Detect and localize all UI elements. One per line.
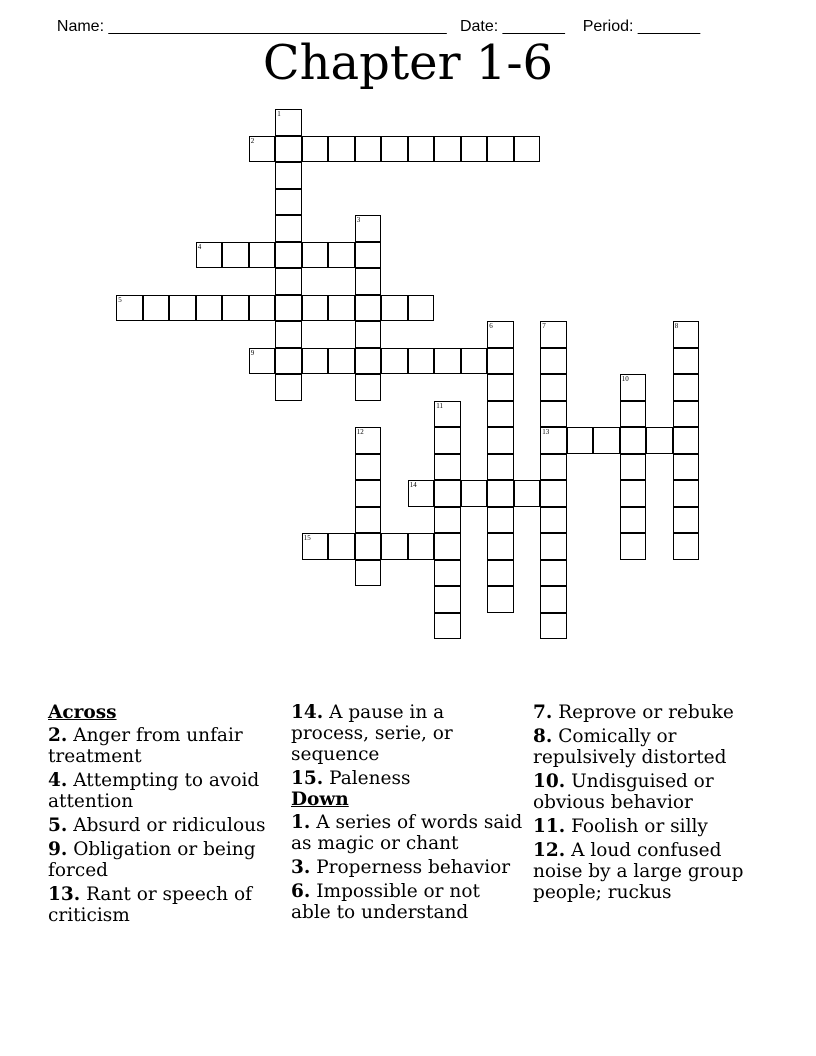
clue-down-11 bbox=[533, 816, 765, 837]
clue-text: Anger from unfair treatment bbox=[48, 725, 243, 767]
crossword-cell[interactable] bbox=[620, 454, 647, 481]
crossword-cell[interactable] bbox=[275, 268, 302, 295]
crossword-cell[interactable] bbox=[540, 507, 567, 534]
crossword-cell[interactable] bbox=[355, 480, 382, 507]
crossword-cell[interactable] bbox=[487, 533, 514, 560]
crossword-cell[interactable] bbox=[408, 533, 435, 560]
clue-text: Paleness bbox=[329, 768, 411, 789]
crossword-cell[interactable] bbox=[620, 533, 647, 560]
crossword-cell[interactable] bbox=[275, 321, 302, 348]
clue-down-6 bbox=[291, 881, 523, 923]
crossword-cell[interactable] bbox=[461, 136, 488, 163]
crossword-cell[interactable] bbox=[461, 348, 488, 375]
crossword-cell[interactable] bbox=[461, 480, 488, 507]
crossword-cell[interactable] bbox=[540, 560, 567, 587]
crossword-cell[interactable] bbox=[434, 401, 461, 428]
period-label: Period: bbox=[582, 18, 634, 35]
crossword-cell[interactable] bbox=[540, 321, 567, 348]
crossword-cell[interactable] bbox=[434, 454, 461, 481]
crossword-cell[interactable] bbox=[540, 613, 567, 640]
crossword-cell[interactable] bbox=[222, 295, 249, 322]
crossword-cell[interactable] bbox=[487, 586, 514, 613]
crossword-cell[interactable] bbox=[620, 480, 647, 507]
crossword-cell[interactable] bbox=[249, 242, 276, 269]
clue-number: 14. bbox=[291, 702, 324, 723]
clue-number: 12. bbox=[533, 840, 566, 861]
clue-down-12 bbox=[533, 840, 765, 903]
crossword-cell[interactable] bbox=[143, 295, 170, 322]
crossword-cell[interactable] bbox=[620, 427, 647, 454]
crossword-cell[interactable] bbox=[434, 586, 461, 613]
crossword-cell[interactable] bbox=[540, 427, 567, 454]
crossword-cell[interactable] bbox=[302, 295, 329, 322]
crossword-cell[interactable] bbox=[355, 242, 382, 269]
clues-column-1 bbox=[48, 702, 280, 929]
clue-across-5 bbox=[48, 815, 280, 836]
crossword-cell[interactable] bbox=[593, 427, 620, 454]
crossword-cell[interactable] bbox=[673, 454, 700, 481]
crossword-cell[interactable] bbox=[620, 374, 647, 401]
crossword-cell[interactable] bbox=[275, 189, 302, 216]
crossword-cell[interactable] bbox=[434, 136, 461, 163]
crossword-cell[interactable] bbox=[275, 295, 302, 322]
clue-down-8 bbox=[533, 726, 765, 768]
crossword-cell[interactable] bbox=[355, 427, 382, 454]
crossword-cell[interactable] bbox=[275, 136, 302, 163]
crossword-cell[interactable] bbox=[487, 374, 514, 401]
clue-number: 3. bbox=[291, 857, 311, 878]
crossword-cell[interactable] bbox=[355, 136, 382, 163]
clue-text: Reprove or rebuke bbox=[558, 702, 734, 723]
clue-number-label: 15 bbox=[303, 534, 311, 543]
crossword-cell[interactable] bbox=[408, 295, 435, 322]
crossword-cell[interactable] bbox=[196, 295, 223, 322]
clue-number: 11. bbox=[533, 816, 566, 837]
crossword-cell[interactable] bbox=[646, 427, 673, 454]
crossword-cell[interactable] bbox=[540, 533, 567, 560]
crossword-cell[interactable] bbox=[355, 348, 382, 375]
clue-text: Comically or repulsively distorted bbox=[533, 726, 727, 768]
crossword-cell[interactable] bbox=[381, 295, 408, 322]
name-label: Name: bbox=[56, 18, 105, 35]
crossword-cell[interactable] bbox=[673, 507, 700, 534]
crossword-cell[interactable] bbox=[355, 268, 382, 295]
crossword-cell[interactable] bbox=[673, 427, 700, 454]
crossword-cell[interactable] bbox=[434, 480, 461, 507]
crossword-cell[interactable] bbox=[328, 348, 355, 375]
clue-text: Properness behavior bbox=[316, 857, 511, 878]
crossword-cell[interactable] bbox=[540, 480, 567, 507]
crossword-cell[interactable] bbox=[434, 533, 461, 560]
crossword-cell[interactable] bbox=[514, 136, 541, 163]
clue-number: 4. bbox=[48, 770, 68, 791]
clue-number: 5. bbox=[48, 815, 68, 836]
clue-down-1 bbox=[291, 812, 523, 854]
date-label: Date: bbox=[459, 18, 499, 35]
clue-number-label: 8 bbox=[674, 322, 679, 331]
crossword-cell[interactable] bbox=[408, 136, 435, 163]
clue-text: Rant or speech of criticism bbox=[48, 884, 252, 926]
crossword-cell[interactable] bbox=[434, 427, 461, 454]
crossword-cell[interactable] bbox=[673, 348, 700, 375]
clue-down-10 bbox=[533, 771, 765, 813]
crossword-cell[interactable] bbox=[169, 295, 196, 322]
crossword-cell[interactable] bbox=[355, 321, 382, 348]
crossword-cell[interactable] bbox=[328, 242, 355, 269]
clue-text: A pause in a process, serie, or sequence bbox=[291, 702, 453, 765]
clue-across-13 bbox=[48, 884, 280, 926]
clue-across-15 bbox=[291, 768, 523, 789]
crossword-cell[interactable] bbox=[328, 295, 355, 322]
crossword-cell[interactable] bbox=[302, 348, 329, 375]
clue-text: Absurd or ridiculous bbox=[73, 815, 266, 836]
crossword-cell[interactable] bbox=[328, 136, 355, 163]
crossword-cell[interactable] bbox=[222, 242, 249, 269]
clue-number: 9. bbox=[48, 839, 68, 860]
crossword-cell[interactable] bbox=[620, 507, 647, 534]
clue-across-14 bbox=[291, 702, 523, 765]
crossword-cell[interactable] bbox=[275, 162, 302, 189]
clue-number: 8. bbox=[533, 726, 553, 747]
clue-number-label: 9 bbox=[250, 348, 255, 357]
crossword-cell[interactable] bbox=[487, 507, 514, 534]
crossword-cell[interactable] bbox=[673, 321, 700, 348]
crossword-cell[interactable] bbox=[487, 480, 514, 507]
crossword-cell[interactable] bbox=[381, 348, 408, 375]
crossword-cell[interactable] bbox=[487, 321, 514, 348]
clue-text: A series of words said as magic or chant bbox=[291, 812, 523, 854]
crossword-cell[interactable] bbox=[487, 427, 514, 454]
crossword-cell[interactable] bbox=[487, 401, 514, 428]
crossword-cell[interactable] bbox=[275, 374, 302, 401]
down-heading: Down bbox=[291, 789, 349, 810]
crossword-cell[interactable] bbox=[408, 348, 435, 375]
clue-number: 15. bbox=[291, 768, 324, 789]
clue-number-label: 7 bbox=[542, 322, 546, 331]
crossword-cell[interactable] bbox=[514, 480, 541, 507]
crossword-cell[interactable] bbox=[540, 374, 567, 401]
clue-number-label: 13 bbox=[542, 428, 550, 437]
clue-number: 1. bbox=[291, 812, 311, 833]
clue-number-label: 5 bbox=[118, 295, 122, 304]
crossword-cell[interactable] bbox=[540, 401, 567, 428]
crossword-cell[interactable] bbox=[302, 533, 329, 560]
clue-down-3 bbox=[291, 857, 523, 878]
crossword-cell[interactable] bbox=[673, 374, 700, 401]
page-title: Chapter 1-6 bbox=[262, 35, 554, 91]
crossword-cell[interactable] bbox=[328, 533, 355, 560]
crossword-cell[interactable] bbox=[275, 109, 302, 136]
crossword-cell[interactable] bbox=[408, 480, 435, 507]
crossword-cell[interactable] bbox=[249, 136, 276, 163]
crossword-cell[interactable] bbox=[355, 374, 382, 401]
clue-number-label: 10 bbox=[621, 375, 629, 384]
crossword-cell[interactable] bbox=[487, 454, 514, 481]
clue-number-label: 6 bbox=[489, 322, 493, 331]
crossword-cell[interactable] bbox=[434, 560, 461, 587]
clue-across-9 bbox=[48, 839, 280, 881]
crossword-cell[interactable] bbox=[673, 480, 700, 507]
across-heading: Across bbox=[48, 702, 117, 723]
crossword-cell[interactable] bbox=[434, 613, 461, 640]
clue-down-7 bbox=[533, 702, 765, 723]
clue-text: Foolish or silly bbox=[571, 816, 708, 837]
clue-number: 7. bbox=[533, 702, 553, 723]
crossword-cell[interactable] bbox=[355, 295, 382, 322]
crossword-cell[interactable] bbox=[355, 533, 382, 560]
clue-number: 10. bbox=[533, 771, 566, 792]
clue-number-label: 3 bbox=[356, 216, 361, 225]
crossword-cell[interactable] bbox=[302, 242, 329, 269]
clues-column-2 bbox=[291, 702, 523, 926]
crossword-cell[interactable] bbox=[540, 348, 567, 375]
crossword-cell[interactable] bbox=[355, 454, 382, 481]
clue-number-label: 2 bbox=[250, 136, 255, 145]
crossword-cell[interactable] bbox=[434, 348, 461, 375]
crossword-cell[interactable] bbox=[116, 295, 143, 322]
clue-number-label: 4 bbox=[197, 242, 202, 251]
crossword-cell[interactable] bbox=[620, 401, 647, 428]
crossword-cell[interactable] bbox=[249, 295, 276, 322]
crossword-cell[interactable] bbox=[487, 136, 514, 163]
crossword-cell[interactable] bbox=[196, 242, 223, 269]
clue-number: 13. bbox=[48, 884, 81, 905]
clue-number-label: 14 bbox=[409, 481, 417, 490]
crossword-cell[interactable] bbox=[673, 533, 700, 560]
clues-column-3 bbox=[533, 702, 765, 906]
crossword-cell[interactable] bbox=[355, 215, 382, 242]
crossword-cell[interactable] bbox=[275, 348, 302, 375]
crossword-cell[interactable] bbox=[275, 242, 302, 269]
crossword-cell[interactable] bbox=[434, 507, 461, 534]
clue-number: 6. bbox=[291, 881, 311, 902]
clue-text: A loud confused noise by a large group people; ruckus bbox=[533, 840, 744, 903]
name-field[interactable]: ______________________________________ bbox=[108, 18, 447, 35]
crossword-cell[interactable] bbox=[249, 348, 276, 375]
period-field[interactable]: _______ bbox=[637, 18, 701, 35]
clue-text: Undisguised or obvious behavior bbox=[533, 771, 714, 813]
crossword-cell[interactable] bbox=[487, 348, 514, 375]
crossword-cell[interactable] bbox=[567, 427, 594, 454]
clue-number-label: 12 bbox=[356, 428, 364, 437]
crossword-cell[interactable] bbox=[487, 560, 514, 587]
crossword-cell[interactable] bbox=[355, 560, 382, 587]
clue-text: Obligation or being forced bbox=[48, 839, 256, 881]
crossword-cell[interactable] bbox=[381, 533, 408, 560]
clue-number-label: 1 bbox=[277, 110, 281, 119]
clue-across-4 bbox=[48, 770, 280, 812]
crossword-cell[interactable] bbox=[275, 215, 302, 242]
crossword-cell[interactable] bbox=[302, 136, 329, 163]
crossword-cell[interactable] bbox=[355, 507, 382, 534]
crossword-cell[interactable] bbox=[673, 401, 700, 428]
crossword-cell[interactable] bbox=[381, 136, 408, 163]
clue-number-label: 11 bbox=[436, 401, 443, 410]
clue-number: 2. bbox=[48, 725, 68, 746]
crossword-cell[interactable] bbox=[540, 586, 567, 613]
date-field[interactable]: _______ bbox=[502, 18, 565, 35]
clue-text: Impossible or not able to understand bbox=[291, 881, 480, 923]
clue-text: Attempting to avoid attention bbox=[48, 770, 260, 812]
clue-across-2 bbox=[48, 725, 280, 767]
crossword-cell[interactable] bbox=[540, 454, 567, 481]
